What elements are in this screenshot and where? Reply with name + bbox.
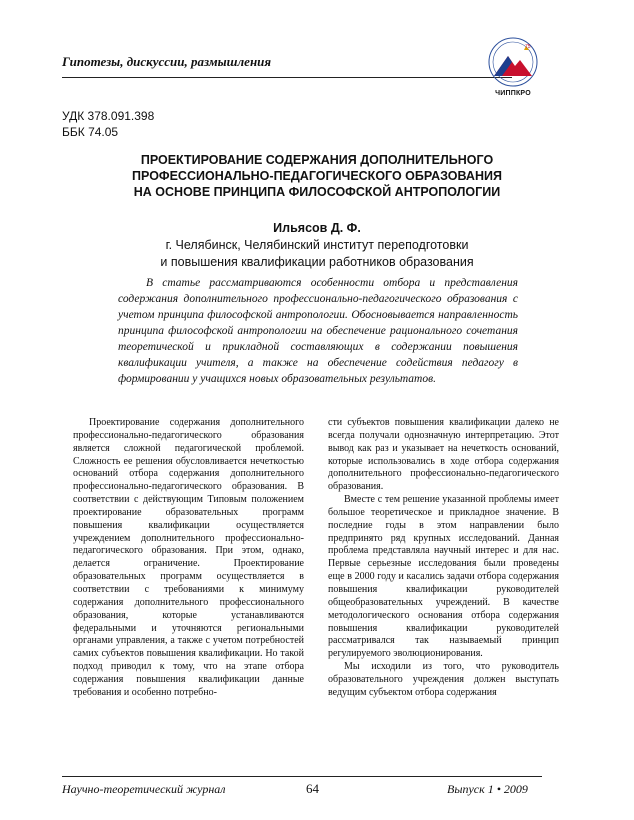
body-paragraph: сти субъектов повышения квалификации далеко не всегда получали однозначную интерпретацию. Этот вывод как раз и указывает на нечеткость оснований, которые использовались в ходе отбора содержания дополнительного профессионально-педагогического образования.	[328, 417, 559, 493]
article-title	[62, 152, 572, 200]
title-line: ПРОЕКТИРОВАНИЕ СОДЕРЖАНИЯ ДОПОЛНИТЕЛЬНОГО	[140, 153, 494, 167]
author-name: Ильясов Д. Ф.	[273, 221, 361, 235]
issue-info: Выпуск 1 • 2009	[447, 782, 528, 796]
body-paragraph: Проектирование содержания дополнительного профессионально-педагогического образования является сложной педагогической проблемой. Сложность ее решения обусловливается нечеткостью оснований отбора содержания дополнительного профессионально-педагогического образования. В соответствии с действующим Типовым положением проектирование образовательных программ повышения квалификации осуществляется учреждением дополнительного профессионально-педагогического образования. При этом, однако, делается ограничение. Проектирование образовательных программ осуществляется в соответствии с требованиями к минимуму содержания дополнительного профессионального образования, которые устанавливаются федеральными и уточняются региональными органами управления, а также с учетом потребностей самих субъектов повышения квалификации. Но такой подход приводил к тому, что на этапе отбора содержания повышения квалификации данные требования и особенно потребно-	[73, 417, 304, 698]
institute-logo-icon	[486, 36, 540, 98]
svg-text:75: 75	[525, 44, 531, 50]
affiliation-line: и повышения квалификации работников образования	[160, 255, 474, 269]
author-block	[62, 220, 572, 271]
footer-divider	[62, 776, 542, 777]
title-line: ПРОФЕССИОНАЛЬНО-ПЕДАГОГИЧЕСКОГО ОБРАЗОВАНИЯ	[132, 169, 502, 183]
classification-codes	[62, 108, 154, 140]
page-number: 64	[306, 781, 319, 796]
section-header-title: Гипотезы, дискуссии, размышления	[62, 54, 272, 69]
affiliation-line: г. Челябинск, Челябинский институт переподготовки	[165, 238, 469, 252]
header-divider	[62, 77, 512, 78]
body-column-left	[73, 417, 304, 700]
article-abstract: В статье рассматриваются особенности отбора и представления содержания дополнительного профессионально-педагогического образования с учетом принципа философской антропологии. Обосновывается направленность принципа философской антропологии на обеспечение рационального сочетания теоретической и прикладной составляющих в содержании повышения квалификации учителя, а также на обеспечение содействия педагогу в формировании у учащихся новых образовательных результатов.	[118, 277, 518, 385]
bbk-code: ББК 74.05	[62, 125, 119, 139]
logo-caption: ЧИППКРО	[495, 90, 531, 97]
journal-name: Научно-теоретический журнал	[62, 782, 226, 796]
body-column-right	[328, 417, 559, 700]
body-paragraph: Вместе с тем решение указанной проблемы имеет большое теоретическое и прикладное значение. В последние годы в этом направлении было предпринято ряд крупных исследований. Данная проблема представляла научный интерес и для нас. Первые серьезные исследования были проведены еще в 2000 году и касались задачи отбора содержания повышения квалификации руководителей общеобразовательных учреждений. В качестве методологического основания отбора содержания повышения квалификации руководителей рассматривался так называемый принцип регулируемого эволюционирования.	[328, 494, 559, 660]
udk-code: УДК 378.091.398	[62, 109, 155, 123]
title-line: НА ОСНОВЕ ПРИНЦИПА ФИЛОСОФСКОЙ АНТРОПОЛОГИИ	[133, 185, 501, 199]
body-paragraph: Мы исходили из того, что руководитель образовательного учреждения должен выступать ведущим субъектом отбора содержания	[328, 661, 559, 698]
